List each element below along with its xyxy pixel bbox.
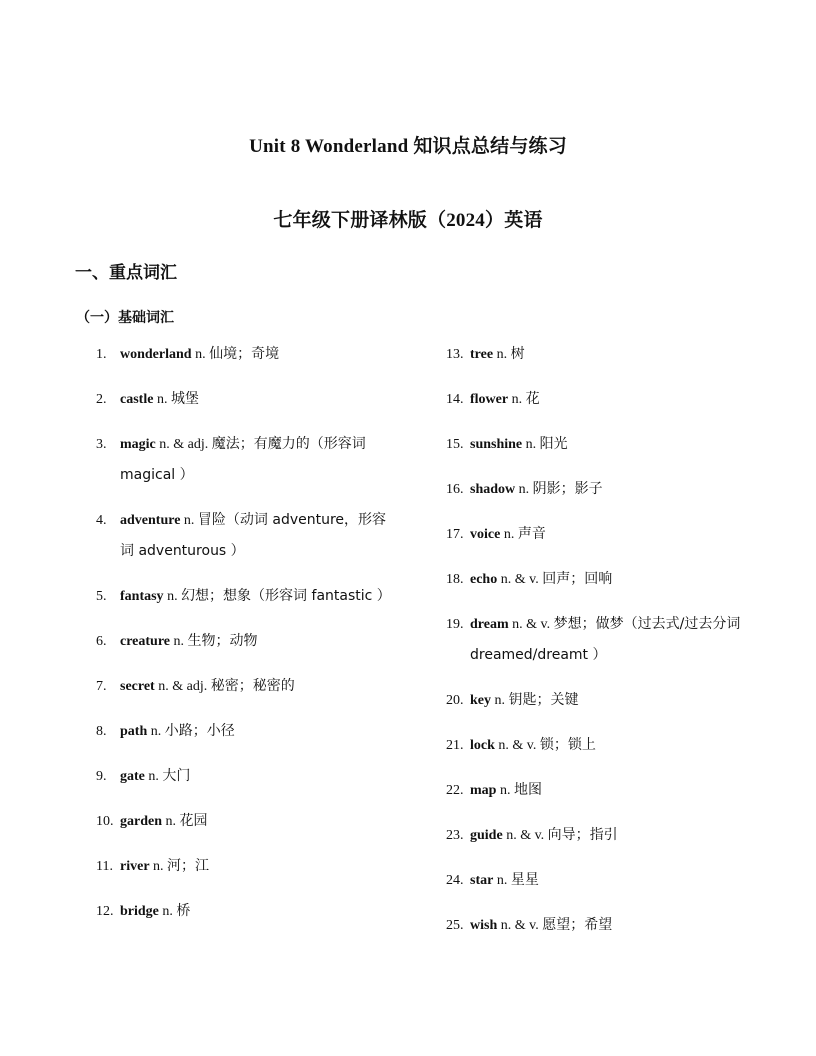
part-of-speech: n. bbox=[499, 783, 511, 798]
vocab-word: river bbox=[120, 859, 150, 874]
part-of-speech: n. bbox=[153, 859, 164, 874]
part-of-speech: n. bbox=[496, 347, 508, 362]
vocab-item bbox=[446, 609, 746, 671]
vocab-meaning: 仙境；奇境 bbox=[209, 346, 280, 362]
part-of-speech: n. bbox=[511, 392, 523, 407]
part-of-speech: n. bbox=[525, 437, 537, 452]
part-of-speech: n. bbox=[150, 724, 162, 739]
item-number: 4. bbox=[96, 513, 107, 528]
vocab-list-right bbox=[446, 339, 746, 955]
part-of-speech: n. bbox=[167, 589, 178, 604]
part-of-speech: n. & v. bbox=[506, 828, 545, 843]
vocab-meaning: 花 bbox=[525, 391, 540, 407]
item-number: 9. bbox=[96, 769, 107, 784]
part-of-speech: n. bbox=[165, 814, 176, 829]
part-of-speech: n. bbox=[183, 513, 195, 528]
vocab-meaning: 阳光 bbox=[539, 436, 568, 452]
vocab-item bbox=[446, 474, 746, 505]
item-number: 12. bbox=[96, 904, 114, 919]
vocab-meaning: 阴影；影子 bbox=[532, 481, 603, 497]
part-of-speech: n. bbox=[156, 392, 168, 407]
vocab-meaning: 回声；回响 bbox=[542, 571, 613, 587]
item-number: 3. bbox=[96, 437, 107, 452]
vocab-word: dream bbox=[470, 617, 509, 632]
vocab-meaning: 河；江 bbox=[167, 858, 210, 874]
part-of-speech: n. bbox=[518, 482, 530, 497]
vocab-meaning: 声音 bbox=[517, 526, 546, 542]
vocab-word: shadow bbox=[470, 482, 516, 497]
vocab-word: adventure bbox=[120, 513, 181, 528]
vocab-item bbox=[446, 730, 746, 761]
item-number: 5. bbox=[96, 589, 107, 604]
vocab-meaning: 钥匙；关键 bbox=[508, 692, 579, 708]
vocab-meaning: 愿望；希望 bbox=[542, 917, 613, 933]
vocab-item bbox=[96, 716, 396, 747]
item-number: 23. bbox=[446, 828, 464, 843]
vocab-item bbox=[446, 339, 746, 370]
vocab-meaning: 冒险（动词 adventure，形容词 adventurous ） bbox=[120, 512, 387, 559]
vocab-word: magic bbox=[120, 437, 156, 452]
vocab-meaning: 幻想；想象（形容词 fantastic ） bbox=[181, 588, 391, 604]
part-of-speech: n. & adj. bbox=[159, 437, 209, 452]
item-number: 21. bbox=[446, 738, 464, 753]
part-of-speech: n. & adj. bbox=[158, 679, 208, 694]
item-number: 24. bbox=[446, 873, 464, 888]
vocab-item bbox=[96, 429, 396, 491]
vocab-meaning: 锁；锁上 bbox=[539, 737, 596, 753]
section-heading: 一、重点词汇 bbox=[75, 263, 177, 282]
vocab-item bbox=[446, 775, 746, 806]
vocab-meaning: 桥 bbox=[176, 903, 191, 919]
vocab-word: echo bbox=[470, 572, 498, 587]
vocab-item bbox=[96, 671, 396, 702]
part-of-speech: n. bbox=[195, 347, 206, 362]
vocab-word: tree bbox=[470, 347, 494, 362]
part-of-speech: n. & v. bbox=[512, 617, 551, 632]
vocab-word: map bbox=[470, 783, 497, 798]
vocab-meaning: 小路；小径 bbox=[164, 723, 235, 739]
vocab-word: path bbox=[120, 724, 148, 739]
vocab-word: fantasy bbox=[120, 589, 164, 604]
part-of-speech: n. bbox=[173, 634, 185, 649]
vocab-item bbox=[446, 685, 746, 716]
vocab-item bbox=[96, 384, 396, 415]
vocab-meaning: 向导；指引 bbox=[547, 827, 618, 843]
vocab-item bbox=[446, 519, 746, 550]
vocab-word: guide bbox=[470, 828, 503, 843]
item-number: 20. bbox=[446, 693, 464, 708]
part-of-speech: n. bbox=[494, 693, 505, 708]
item-number: 1. bbox=[96, 347, 107, 362]
item-number: 7. bbox=[96, 679, 107, 694]
vocab-meaning: 地图 bbox=[513, 782, 542, 798]
vocab-word: key bbox=[470, 693, 491, 708]
vocab-word: lock bbox=[470, 738, 495, 753]
vocab-item bbox=[96, 339, 396, 370]
vocab-word: voice bbox=[470, 527, 501, 542]
part-of-speech: n. bbox=[496, 873, 508, 888]
vocab-item bbox=[96, 761, 396, 792]
vocab-item bbox=[446, 429, 746, 460]
vocab-item bbox=[96, 896, 396, 927]
item-number: 10. bbox=[96, 814, 114, 829]
vocab-item bbox=[96, 851, 396, 882]
vocab-meaning: 生物；动物 bbox=[187, 633, 258, 649]
subsection-heading: （一）基础词汇 bbox=[76, 311, 174, 326]
vocab-word: flower bbox=[470, 392, 509, 407]
vocab-word: wonderland bbox=[120, 347, 192, 362]
vocab-meaning: 树 bbox=[510, 346, 525, 362]
part-of-speech: n. bbox=[148, 769, 159, 784]
item-number: 19. bbox=[446, 617, 464, 632]
vocab-meaning: 梦想；做梦（过去式/过去分词 dreamed/dreamt ） bbox=[470, 616, 741, 663]
item-number: 8. bbox=[96, 724, 107, 739]
vocab-word: secret bbox=[120, 679, 155, 694]
item-number: 14. bbox=[446, 392, 464, 407]
vocab-meaning: 秘密；秘密的 bbox=[210, 678, 295, 694]
vocab-word: creature bbox=[120, 634, 171, 649]
item-number: 15. bbox=[446, 437, 464, 452]
vocab-item bbox=[446, 820, 746, 851]
document-subtitle: 七年级下册译林版（2024）英语 bbox=[273, 210, 543, 231]
vocab-item bbox=[446, 865, 746, 896]
vocab-word: bridge bbox=[120, 904, 159, 919]
vocab-meaning: 魔法；有魔力的（形容词 magical ） bbox=[120, 436, 366, 483]
item-number: 6. bbox=[96, 634, 107, 649]
part-of-speech: n. bbox=[162, 904, 173, 919]
part-of-speech: n. & v. bbox=[500, 918, 539, 933]
vocab-item bbox=[446, 910, 746, 941]
vocab-word: garden bbox=[120, 814, 162, 829]
vocab-meaning: 城堡 bbox=[170, 391, 199, 407]
part-of-speech: n. & v. bbox=[498, 738, 537, 753]
vocab-word: star bbox=[470, 873, 494, 888]
item-number: 2. bbox=[96, 392, 107, 407]
item-number: 17. bbox=[446, 527, 464, 542]
item-number: 13. bbox=[446, 347, 464, 362]
vocab-item bbox=[446, 564, 746, 595]
vocab-item bbox=[96, 626, 396, 657]
part-of-speech: n. & v. bbox=[500, 572, 539, 587]
vocab-meaning: 大门 bbox=[162, 768, 191, 784]
item-number: 11. bbox=[96, 859, 113, 874]
document-title: Unit 8 Wonderland 知识点总结与练习 bbox=[249, 136, 567, 157]
vocab-item bbox=[446, 384, 746, 415]
vocab-word: castle bbox=[120, 392, 154, 407]
vocab-meaning: 星星 bbox=[510, 872, 539, 888]
vocab-word: wish bbox=[470, 918, 498, 933]
vocab-item bbox=[96, 505, 396, 567]
item-number: 18. bbox=[446, 572, 464, 587]
vocab-list-left bbox=[96, 339, 396, 941]
vocab-item bbox=[96, 581, 396, 612]
item-number: 16. bbox=[446, 482, 464, 497]
item-number: 22. bbox=[446, 783, 464, 798]
vocab-item bbox=[96, 806, 396, 837]
part-of-speech: n. bbox=[503, 527, 515, 542]
vocab-word: sunshine bbox=[470, 437, 523, 452]
vocab-word: gate bbox=[120, 769, 145, 784]
vocab-meaning: 花园 bbox=[179, 813, 208, 829]
item-number: 25. bbox=[446, 918, 464, 933]
